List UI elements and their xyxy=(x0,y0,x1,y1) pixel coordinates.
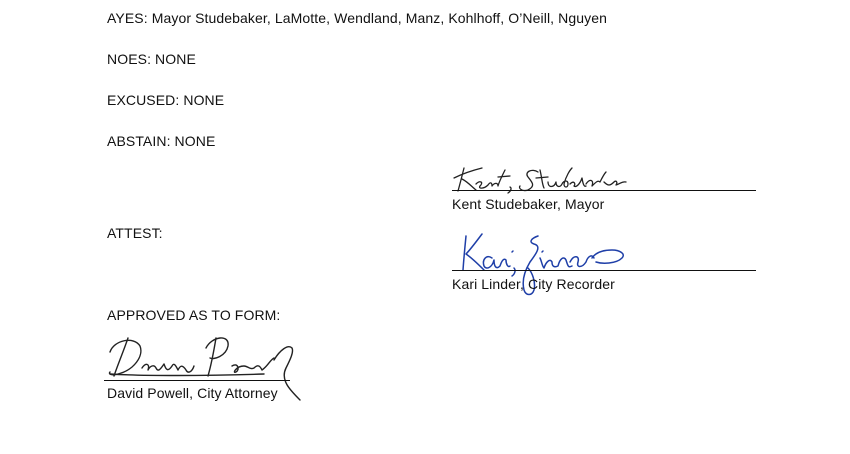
approved-as-to-form-label: APPROVED AS TO FORM: xyxy=(107,307,281,323)
excused-line: EXCUSED: NONE xyxy=(107,92,225,108)
recorder-signature-line xyxy=(452,270,756,271)
abstain-line: ABSTAIN: NONE xyxy=(107,133,216,149)
mayor-signature-line xyxy=(452,190,756,191)
mayor-caption: Kent Studebaker, Mayor xyxy=(452,196,605,212)
attorney-caption: David Powell, City Attorney xyxy=(107,385,278,401)
attorney-signature-line xyxy=(104,380,290,381)
noes-line: NOES: NONE xyxy=(107,51,196,67)
attest-label: ATTEST: xyxy=(107,225,163,241)
recorder-caption: Kari Linder, City Recorder xyxy=(452,276,615,292)
ayes-line: AYES: Mayor Studebaker, LaMotte, Wendland, Manz, Kohlhoff, O’Neill, Nguyen xyxy=(107,10,607,26)
